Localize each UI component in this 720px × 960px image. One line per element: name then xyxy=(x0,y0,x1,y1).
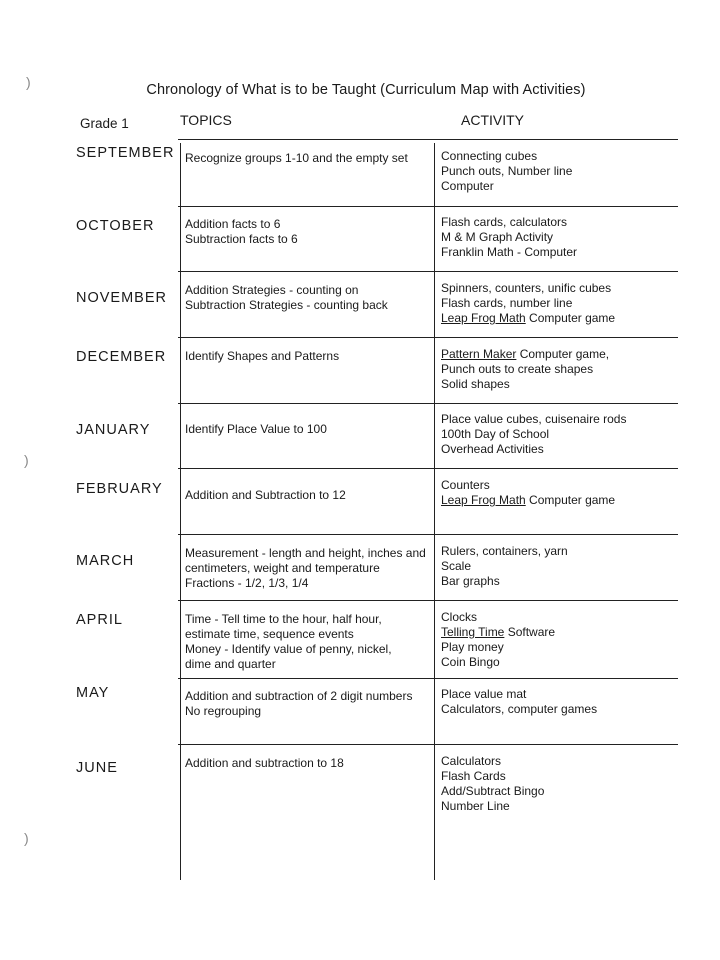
activity-line xyxy=(441,769,544,784)
row-divider xyxy=(178,600,678,601)
activity-text: Spinners, counters, unific cubes xyxy=(441,281,612,295)
activity-line xyxy=(441,625,555,640)
activity-line xyxy=(441,799,544,814)
topic-line: estimate time, sequence events xyxy=(185,627,354,641)
activity-header: ACTIVITY xyxy=(461,112,525,128)
activity-text: Scale xyxy=(441,559,472,573)
activity-cell xyxy=(441,610,555,670)
topic-line: Addition and Subtraction to 12 xyxy=(185,488,346,502)
activity-line xyxy=(441,179,572,194)
activity-line xyxy=(441,702,597,717)
topic-line: centimeters, weight and temperature xyxy=(185,561,380,575)
topics-cell xyxy=(185,283,388,313)
month-label: JANUARY xyxy=(76,422,151,438)
activity-line xyxy=(441,245,577,260)
activity-text: Bar graphs xyxy=(441,574,500,588)
month-label: OCTOBER xyxy=(76,218,155,234)
topics-header: TOPICS xyxy=(180,112,232,128)
margin-mark: ) xyxy=(24,830,29,846)
activity-text: Punch outs, Number line xyxy=(441,164,573,178)
topics-cell xyxy=(185,612,392,672)
activity-line xyxy=(441,377,609,392)
topic-line: No regrouping xyxy=(185,704,262,718)
activity-text: Flash Cards xyxy=(441,769,506,783)
activity-text: Overhead Activities xyxy=(441,442,544,456)
topics-cell xyxy=(185,217,298,247)
activity-text: Connecting cubes xyxy=(441,149,538,163)
topic-line: Subtraction Strategies - counting back xyxy=(185,298,388,312)
activity-text: Calculators xyxy=(441,754,502,768)
month-label: APRIL xyxy=(76,612,123,628)
margin-mark: ) xyxy=(26,74,31,90)
margin-mark: ) xyxy=(24,452,29,468)
activity-line xyxy=(441,687,597,702)
activity-cell xyxy=(441,215,577,260)
activity-line xyxy=(441,362,609,377)
activity-text: Place value cubes, cuisenaire rods xyxy=(441,412,627,426)
month-label: JUNE xyxy=(76,760,118,776)
activity-line xyxy=(441,215,577,230)
topics-cell xyxy=(185,488,346,503)
grade-label: Grade 1 xyxy=(80,116,129,131)
activity-text: Rulers, containers, yarn xyxy=(441,544,568,558)
activity-text: Computer game xyxy=(525,493,616,507)
activity-text: Calculators, computer games xyxy=(441,702,598,716)
activity-text: Flash cards, calculators xyxy=(441,215,568,229)
row-divider xyxy=(178,534,678,535)
topic-line: Subtraction facts to 6 xyxy=(185,232,298,246)
activity-text: Coin Bingo xyxy=(441,655,500,669)
activity-line xyxy=(441,164,572,179)
activity-cell xyxy=(441,687,597,717)
row-divider xyxy=(178,337,678,338)
activity-line xyxy=(441,559,568,574)
topics-cell xyxy=(185,151,408,166)
activity-line xyxy=(441,442,626,457)
activity-cell xyxy=(441,281,615,326)
topic-line: Identify Place Value to 100 xyxy=(185,422,327,436)
activity-text: 100th Day of School xyxy=(441,427,550,441)
topics-cell xyxy=(185,546,426,591)
topic-line: Addition Strategies - counting on xyxy=(185,283,359,297)
column-divider xyxy=(434,143,435,880)
activity-line xyxy=(441,281,615,296)
software-title: Leap Frog Math xyxy=(441,311,526,325)
topic-line: Time - Tell time to the hour, half hour, xyxy=(185,612,382,626)
column-divider xyxy=(180,143,181,880)
activity-cell xyxy=(441,149,572,194)
topic-line: Addition and subtraction to 18 xyxy=(185,756,344,770)
activity-line xyxy=(441,493,615,508)
activity-line xyxy=(441,610,555,625)
activity-line xyxy=(441,296,615,311)
software-title: Pattern Maker xyxy=(441,347,517,361)
activity-text: Computer game xyxy=(525,311,616,325)
activity-text: Play money xyxy=(441,640,504,654)
month-label: MARCH xyxy=(76,553,135,569)
topic-line: Addition and subtraction of 2 digit numbers xyxy=(185,689,413,703)
activity-line xyxy=(441,149,572,164)
activity-line xyxy=(441,784,544,799)
software-title: Leap Frog Math xyxy=(441,493,526,507)
topic-line: Addition facts to 6 xyxy=(185,217,281,231)
row-divider xyxy=(178,271,678,272)
row-divider xyxy=(178,468,678,469)
software-title: Telling Time xyxy=(441,625,505,639)
topic-line: dime and quarter xyxy=(185,657,276,671)
activity-text: Computer game, xyxy=(516,347,610,361)
month-label: NOVEMBER xyxy=(76,290,167,306)
topics-cell xyxy=(185,689,412,719)
row-divider xyxy=(178,139,678,140)
activity-line xyxy=(441,544,568,559)
activity-text: Software xyxy=(504,625,556,639)
activity-line xyxy=(441,427,626,442)
month-label: SEPTEMBER xyxy=(76,145,175,161)
activity-text: Clocks xyxy=(441,610,478,624)
activity-cell xyxy=(441,478,615,508)
document-title: Chronology of What is to be Taught (Curriculum Map with Activities) xyxy=(146,82,586,98)
activity-text: Add/Subtract Bingo xyxy=(441,784,545,798)
activity-line xyxy=(441,655,555,670)
activity-line xyxy=(441,230,577,245)
topics-cell xyxy=(185,422,327,437)
topic-line: Recognize groups 1-10 and the empty set xyxy=(185,151,408,165)
activity-line xyxy=(441,347,609,362)
activity-text: Franklin Math - Computer xyxy=(441,245,578,259)
activity-line xyxy=(441,412,626,427)
activity-line xyxy=(441,640,555,655)
topics-cell xyxy=(185,349,339,364)
row-divider xyxy=(178,744,678,745)
topic-line: Measurement - length and height, inches and xyxy=(185,546,426,560)
activity-text: Punch outs to create shapes xyxy=(441,362,594,376)
topic-line: Fractions - 1/2, 1/3, 1/4 xyxy=(185,576,309,590)
month-label: MAY xyxy=(76,685,110,701)
row-divider xyxy=(178,206,678,207)
activity-line xyxy=(441,311,615,326)
activity-cell xyxy=(441,544,568,589)
month-label: FEBRUARY xyxy=(76,481,163,497)
topics-cell xyxy=(185,756,344,771)
activity-text: Counters xyxy=(441,478,490,492)
activity-text: M & M Graph Activity xyxy=(441,230,554,244)
activity-cell xyxy=(441,412,626,457)
activity-text: Place value mat xyxy=(441,687,527,701)
activity-cell xyxy=(441,754,544,814)
topic-line: Identify Shapes and Patterns xyxy=(185,349,340,363)
activity-text: Computer xyxy=(441,179,494,193)
row-divider xyxy=(178,678,678,679)
activity-line xyxy=(441,478,615,493)
activity-cell xyxy=(441,347,609,392)
activity-line xyxy=(441,754,544,769)
month-label: DECEMBER xyxy=(76,349,167,365)
activity-text: Solid shapes xyxy=(441,377,510,391)
activity-text: Number Line xyxy=(441,799,510,813)
activity-text: Flash cards, number line xyxy=(441,296,573,310)
topic-line: Money - Identify value of penny, nickel, xyxy=(185,642,392,656)
row-divider xyxy=(178,403,678,404)
activity-line xyxy=(441,574,568,589)
